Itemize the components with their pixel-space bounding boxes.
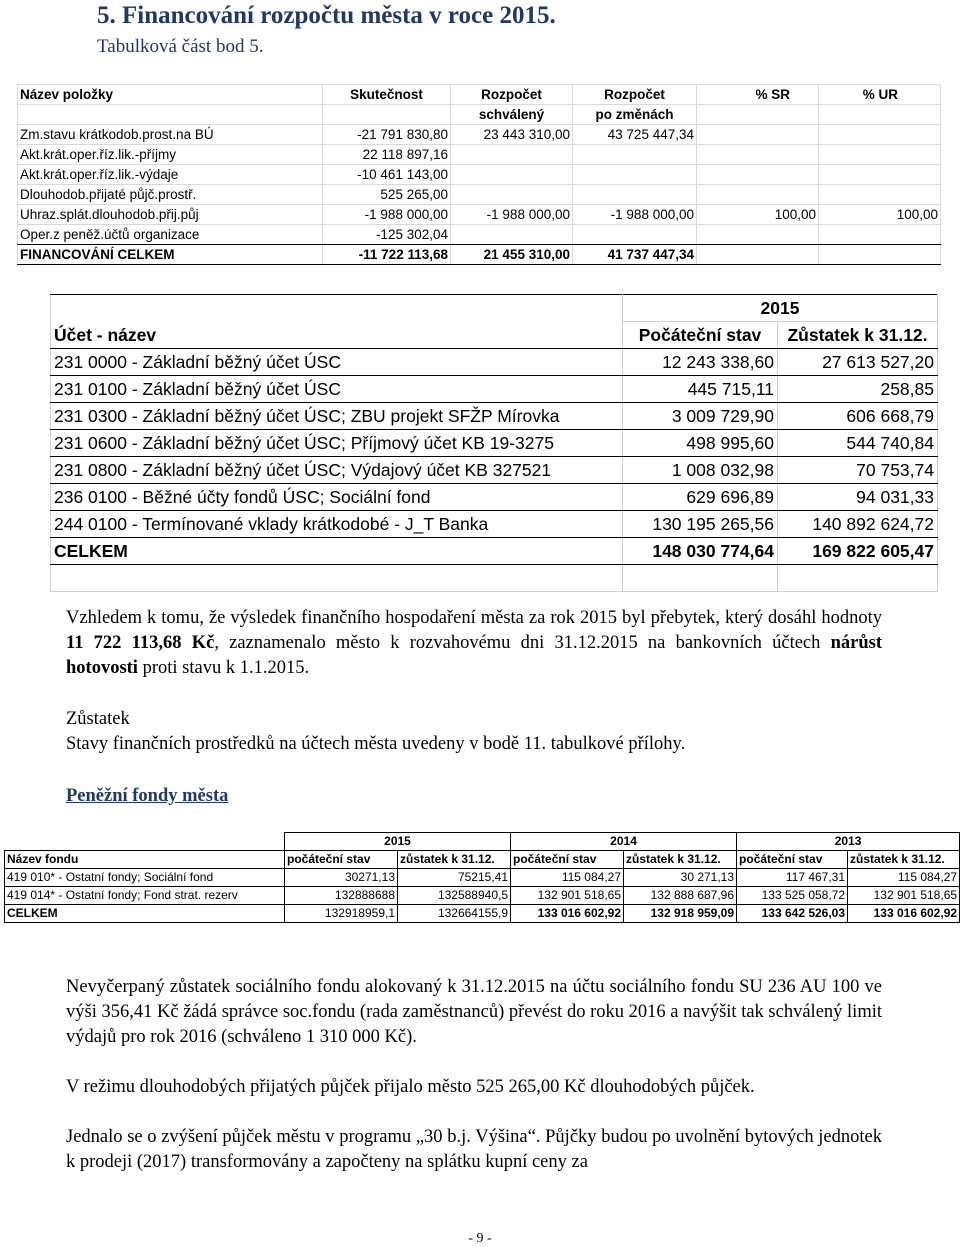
- cell: 169 822 605,47: [778, 538, 938, 565]
- cell: 132 918 959,09: [624, 905, 737, 923]
- cell: -1 988 000,00: [573, 205, 697, 225]
- table-row: [18, 145, 941, 165]
- col-header: [697, 105, 819, 125]
- cell: 498 995,60: [623, 430, 778, 457]
- table-row: [51, 403, 938, 430]
- table-row: [51, 511, 938, 538]
- cell: 445 715,11: [623, 376, 778, 403]
- cell: 132 888 687,96: [624, 887, 737, 905]
- cell: 525 265,00: [323, 185, 451, 205]
- cell: [451, 145, 573, 165]
- cell: CELKEM: [51, 538, 623, 565]
- page-number: - 9 -: [468, 1231, 492, 1246]
- cell: 544 740,84: [778, 430, 938, 457]
- cell: [451, 165, 573, 185]
- program-paragraph: Jednalo se o zvýšení půjček městu v programu „30 b.j. Výšina“. Půjčky budou po uvolnění bytových jednotek k prodeji (2017) transformovány a započteny na splátku kupní ceny za: [66, 1127, 882, 1172]
- col-header: počáteční stav: [737, 851, 848, 869]
- col-header: Název fondu: [5, 851, 285, 869]
- total-row: [5, 905, 960, 923]
- table-row: [18, 205, 941, 225]
- col-header: zůstatek k 31.12.: [848, 851, 960, 869]
- cell: [819, 245, 941, 265]
- col-header: po změnách: [573, 105, 697, 125]
- cell: -1 988 000,00: [323, 205, 451, 225]
- year-header: 2013: [737, 833, 960, 851]
- cell: -125 302,04: [323, 225, 451, 245]
- cell: 132664155,9: [398, 905, 511, 923]
- cell: 12 243 338,60: [623, 349, 778, 376]
- year-header: 2014: [511, 833, 737, 851]
- cell: 23 443 310,00: [451, 125, 573, 145]
- table-row: [51, 430, 938, 457]
- cell: 1 008 032,98: [623, 457, 778, 484]
- funds-table: [4, 832, 960, 923]
- cell: 258,85: [778, 376, 938, 403]
- cell: 132 901 518,65: [848, 887, 960, 905]
- table-row: [18, 225, 941, 245]
- cell: 231 0300 - Základní běžný účet ÚSC; ZBU projekt SFŽP Mírovka: [51, 403, 623, 430]
- cell: [697, 165, 819, 185]
- cell: 132888688: [285, 887, 398, 905]
- cell: [819, 225, 941, 245]
- loans-paragraph: V režimu dlouhodobých přijatých půjček přijalo město 525 265,00 Kč dlouhodobých půjček.: [66, 1077, 755, 1097]
- cell: 100,00: [819, 205, 941, 225]
- cell: [573, 185, 697, 205]
- col-header: [819, 105, 941, 125]
- cell: [573, 225, 697, 245]
- cell: 132588940,5: [398, 887, 511, 905]
- total-row: [18, 245, 941, 265]
- cell: 43 725 447,34: [573, 125, 697, 145]
- social-fund-paragraph: Nevyčerpaný zůstatek sociálního fondu alokovaný k 31.12.2015 na účtu sociálního fondu SU 236 AU 100 ve výši 356,41 Kč žádá správce soc.fondu (rada zaměstnanců) převést do roku 2016 a navýšit tak schválený limit výdajů pro rok 2016 (schváleno 1 310 000 Kč).: [66, 977, 882, 1047]
- cell: -10 461 143,00: [323, 165, 451, 185]
- cell: 133 016 602,92: [511, 905, 624, 923]
- cell: [819, 145, 941, 165]
- col-header: počáteční stav: [285, 851, 398, 869]
- cell: 133 016 602,92: [848, 905, 960, 923]
- cell: 231 0000 - Základní běžný účet ÚSC: [51, 349, 623, 376]
- cell: 100,00: [697, 205, 819, 225]
- col-header: % SR: [697, 85, 819, 105]
- cell: [819, 185, 941, 205]
- table-row: [51, 484, 938, 511]
- cell: 244 0100 - Termínované vklady krátkodobé - J_T Banka: [51, 511, 623, 538]
- col-header: Rozpočet: [573, 85, 697, 105]
- cell: [819, 125, 941, 145]
- table-row: [18, 185, 941, 205]
- funds-heading: Peněžní fondy města: [66, 786, 229, 806]
- total-row: [51, 538, 938, 565]
- cell: 22 118 897,16: [323, 145, 451, 165]
- cell: -21 791 830,80: [323, 125, 451, 145]
- cell: Akt.krát.oper.říz.lik.-výdaje: [18, 165, 323, 185]
- cell: 30271,13: [285, 869, 398, 887]
- cell: 231 0600 - Základní běžný účet ÚSC; Příjmový účet KB 19-3275: [51, 430, 623, 457]
- cell: Akt.krát.oper.říz.lik.-příjmy: [18, 145, 323, 165]
- cell: [697, 225, 819, 245]
- table-row: [18, 125, 941, 145]
- cell: 132 901 518,65: [511, 887, 624, 905]
- cell: 21 455 310,00: [451, 245, 573, 265]
- cell: Dlouhodob.přijaté půjč.prostř.: [18, 185, 323, 205]
- cell: 140 892 624,72: [778, 511, 938, 538]
- cell: [573, 145, 697, 165]
- cell: [451, 185, 573, 205]
- col-header: [323, 105, 451, 125]
- table-header-row: [18, 85, 941, 105]
- cell: -1 988 000,00: [451, 205, 573, 225]
- col-header: % UR: [819, 85, 941, 105]
- accounts-table: [50, 294, 938, 592]
- cell: 41 737 447,34: [573, 245, 697, 265]
- cell: [697, 185, 819, 205]
- col-header: Název položky: [18, 85, 323, 105]
- table-row: [51, 376, 938, 403]
- cell: 148 030 774,64: [623, 538, 778, 565]
- cell: 115 084,27: [848, 869, 960, 887]
- cell: 3 009 729,90: [623, 403, 778, 430]
- col-header: zůstatek k 31.12.: [398, 851, 511, 869]
- result-paragraph: Vzhledem k tomu, že výsledek finančního hospodaření města za rok 2015 byl přebytek, který dosáhl hodnoty 11 722 113,68 Kč, zaznamenalo město k rozvahovému dni 31.12.2015 na bankovních účtech nárůst hotovosti proti stavu k 1.1.2015.: [66, 608, 883, 678]
- page-subtitle: Tabulková část bod 5.: [97, 36, 264, 57]
- cell: FINANCOVÁNÍ CELKEM: [18, 245, 323, 265]
- table-header-row: [51, 295, 938, 322]
- col-header: [18, 105, 323, 125]
- cell: 27 613 527,20: [778, 349, 938, 376]
- financing-table: [17, 84, 941, 265]
- cell: 75215,41: [398, 869, 511, 887]
- cell: 130 195 265,56: [623, 511, 778, 538]
- table-header-row: [5, 851, 960, 869]
- table-header-row: [51, 322, 938, 349]
- year-header-row: [5, 833, 960, 851]
- table-row: [5, 887, 960, 905]
- cell: 94 031,33: [778, 484, 938, 511]
- cell: 132918959,1: [285, 905, 398, 923]
- cell: [697, 125, 819, 145]
- table-row: [18, 165, 941, 185]
- empty-row: [51, 565, 938, 592]
- col-header: počáteční stav: [511, 851, 624, 869]
- col-header: Rozpočet: [451, 85, 573, 105]
- year-header: 2015: [285, 833, 511, 851]
- table-row: [51, 457, 938, 484]
- cell: 236 0100 - Běžné účty fondů ÚSC; Sociální fond: [51, 484, 623, 511]
- cell: 419 014* - Ostatní fondy; Fond strat. rezerv: [5, 887, 285, 905]
- balance-paragraph: Zůstatek Stavy finančních prostředků na účtech města uvedeny v bodě 11. tabulkové přílohy.: [66, 709, 686, 754]
- cell: 115 084,27: [511, 869, 624, 887]
- col-header: Účet - název: [51, 322, 623, 349]
- cell: [451, 225, 573, 245]
- cell: 606 668,79: [778, 403, 938, 430]
- col-header: Počáteční stav: [623, 322, 778, 349]
- cell: 231 0100 - Základní běžný účet ÚSC: [51, 376, 623, 403]
- col-header: Zůstatek k 31.12.: [778, 322, 938, 349]
- col-header: Skutečnost: [323, 85, 451, 105]
- cell: 629 696,89: [623, 484, 778, 511]
- table-row: [51, 349, 938, 376]
- col-header: schválený: [451, 105, 573, 125]
- cell: Uhraz.splát.dlouhodob.přij.půj: [18, 205, 323, 225]
- cell: 133 525 058,72: [737, 887, 848, 905]
- cell: -11 722 113,68: [323, 245, 451, 265]
- year-header: 2015: [623, 295, 938, 322]
- table-row: [5, 869, 960, 887]
- cell: 419 010* - Ostatní fondy; Sociální fond: [5, 869, 285, 887]
- cell: 231 0800 - Základní běžný účet ÚSC; Výdajový účet KB 327521: [51, 457, 623, 484]
- cell: 133 642 526,03: [737, 905, 848, 923]
- cell: CELKEM: [5, 905, 285, 923]
- cell: [573, 165, 697, 185]
- cell: 70 753,74: [778, 457, 938, 484]
- cell: 30 271,13: [624, 869, 737, 887]
- cell: Oper.z peněž.účtů organizace: [18, 225, 323, 245]
- page-title: 5. Financování rozpočtu města v roce 2015.: [97, 2, 556, 29]
- cell: 117 467,31: [737, 869, 848, 887]
- col-header: zůstatek k 31.12.: [624, 851, 737, 869]
- cell: Zm.stavu krátkodob.prost.na BÚ: [18, 125, 323, 145]
- table-header-row-2: [18, 105, 941, 125]
- cell: [819, 165, 941, 185]
- cell: [697, 145, 819, 165]
- cell: [697, 245, 819, 265]
